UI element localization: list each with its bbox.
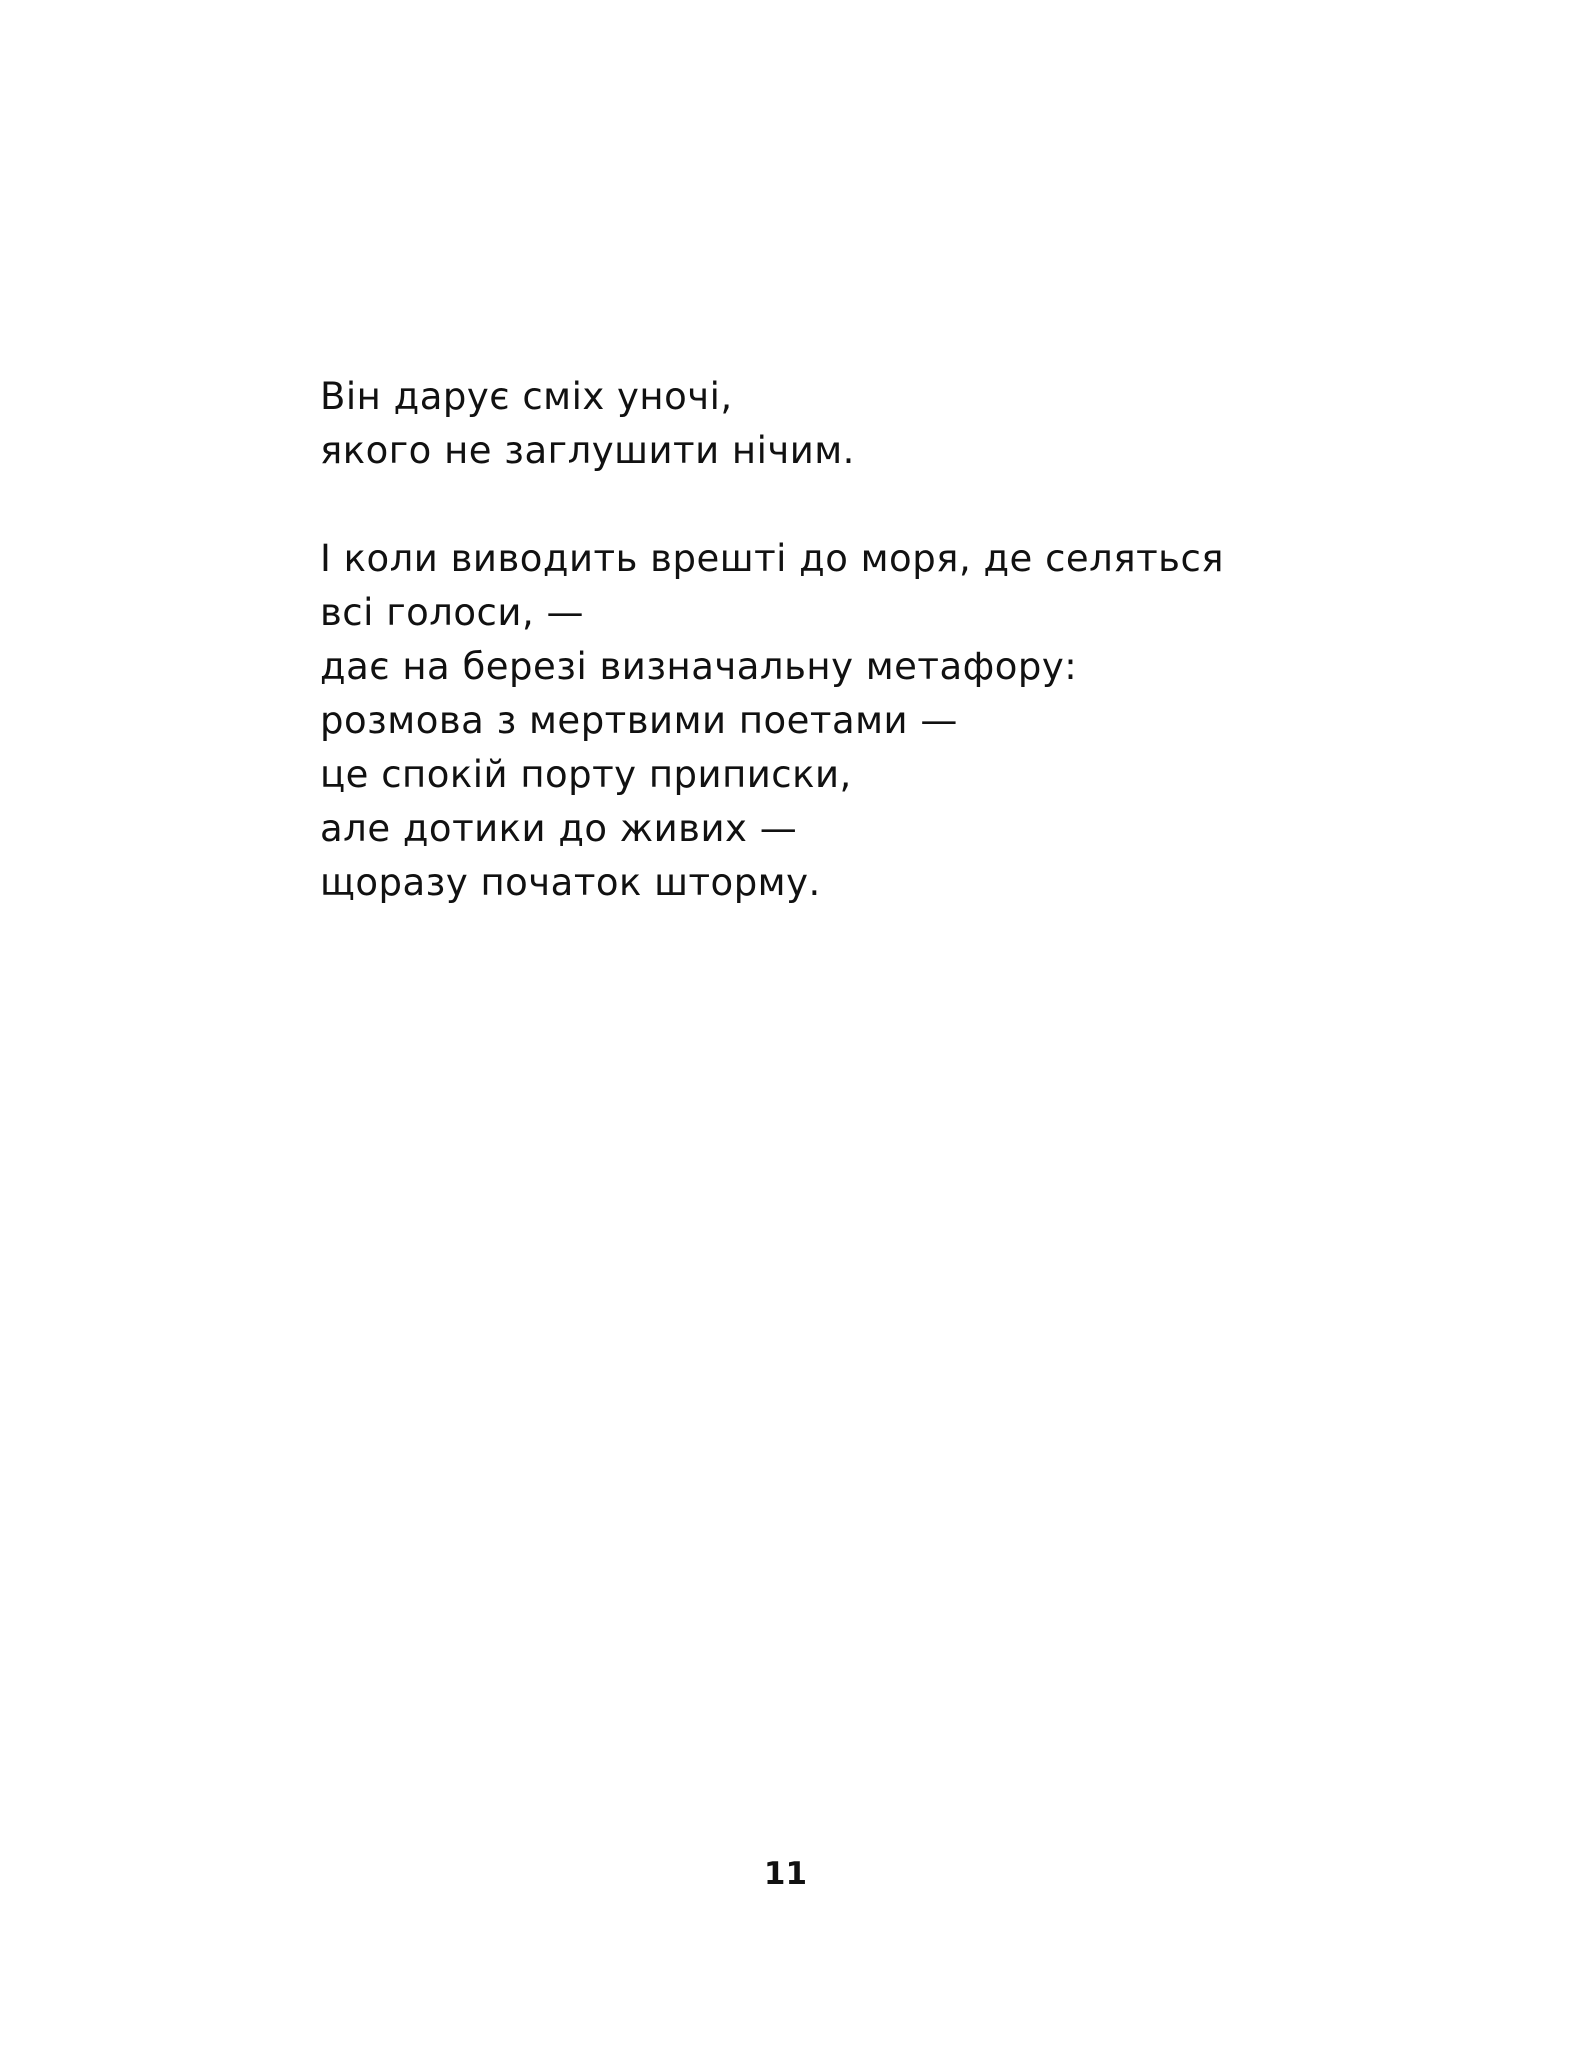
poem-line: Він дарує сміх уночі,	[320, 375, 733, 418]
poem-line: всі голоси, —	[320, 591, 584, 634]
poem-line: це спокій порту приписки,	[320, 753, 852, 796]
poem-line: якого не заглушити нічим.	[320, 429, 855, 472]
poem-line: І коли виводить врешті до моря, де селяться	[320, 537, 1225, 580]
poem-line: дає на березі визначальну метафору:	[320, 645, 1078, 688]
poem-line: розмова з мертвими поетами —	[320, 699, 958, 742]
poem-body	[320, 370, 1320, 964]
poem-line: але дотики до живих —	[320, 807, 798, 850]
page-number: 11	[763, 1856, 808, 1892]
stanza-2	[320, 532, 1320, 910]
poem-line: щоразу початок шторму.	[320, 861, 821, 904]
stanza-1	[320, 370, 1320, 478]
